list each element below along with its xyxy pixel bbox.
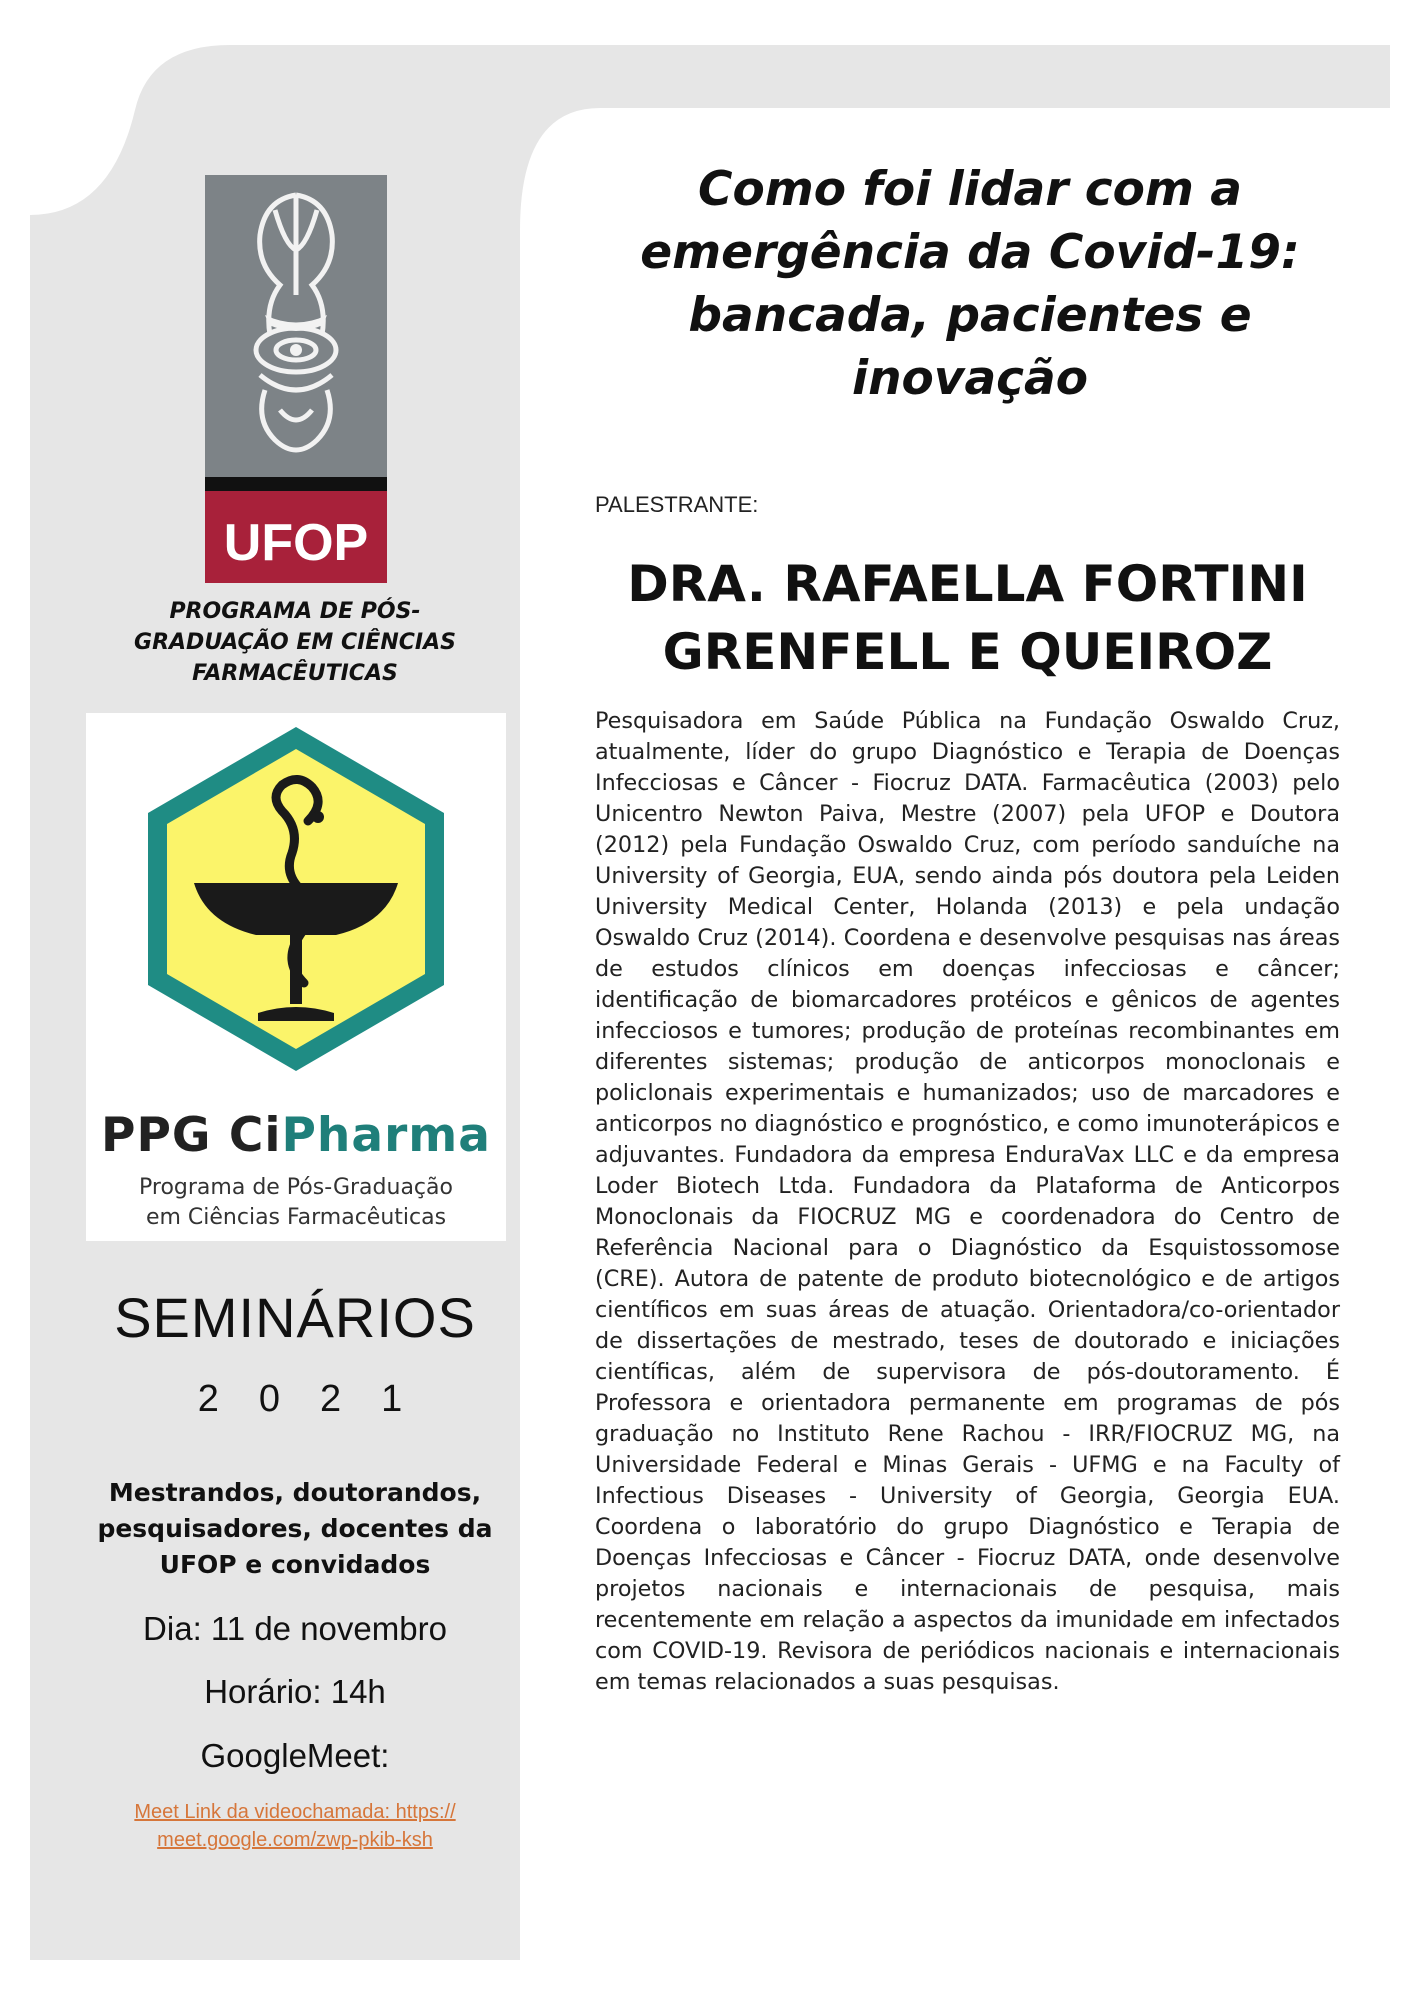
speaker-label: PALESTRANTE: xyxy=(595,492,759,517)
seminar-title: Como foi lidar com a emergência da Covid-19: bancada, pacientes e inovação xyxy=(640,162,1300,406)
cipharma-pharma: Pharma xyxy=(281,1108,491,1163)
audience-text: Mestrandos, doutorandos, pesquisadores, docentes da UFOP e convidados xyxy=(97,1478,493,1579)
meet-link[interactable] xyxy=(80,1798,510,1854)
cipharma-ppg: PPG Ci xyxy=(101,1108,282,1163)
cipharma-logo xyxy=(86,713,506,1241)
meet-link-line2[interactable]: meet.google.com/zwp-pkib-ksh xyxy=(157,1829,433,1851)
seminarios-heading: SEMINÁRIOS xyxy=(114,1286,476,1349)
speaker-name: DRA. RAFAELLA FORTINI GRENFELL E QUEIROZ xyxy=(627,555,1308,681)
cipharma-wordmark xyxy=(86,1108,506,1163)
event-time: Horário: 14h xyxy=(204,1673,386,1710)
caduceus-hexagon-icon xyxy=(86,713,506,1103)
cipharma-sub-line2: em Ciências Farmacêuticas xyxy=(145,1205,447,1230)
seminar-year: 2021 xyxy=(197,1378,443,1420)
event-platform: GoogleMeet: xyxy=(200,1737,390,1774)
event-date: Dia: 11 de novembro xyxy=(143,1610,447,1647)
program-title: PROGRAMA DE PÓS-GRADUAÇÃO EM CIÊNCIAS FARMACÊUTICAS xyxy=(134,599,456,686)
speaker-bio: Pesquisadora em Saúde Pública na Fundação Oswaldo Cruz, atualmente, líder do grupo Diagnóstico e Terapia de Doenças Infecciosas e Câncer - Fiocruz DATA. Farmacêutica (2003) pelo Unicentro Newton Paiva, Mestre (2007) pela UFOP e Doutora (2012) pela Fundação Oswaldo Cruz, com período sanduíche na University of Georgia, EUA, sendo ainda pós doutora pela Leiden University Medical Center, Holanda (2013) e pela undação Oswaldo Cruz (2014). Coordena e desenvolve pesquisas nas áreas de estudos clínicos em doenças infecciosas e câncer; identificação de biomarcadores protéicos e gênicos de agentes infecciosos e tumores; produção de proteínas recombinantes em diferentes sistemas; produção de anticorpos monoclonais e policlonais experimentais e humanizados; uso de marcadores e anticorpos no diagnóstico e prognóstico, e como imunoterápicos e adjuvantes. Fundadora da empresa EnduraVax LLC e da empresa Loder Biotech Ltda. Fundadora da Plataforma de Anticorpos Monoclonais da FIOCRUZ MG e coordenadora do Centro de Referência Nacional para o Diagnóstico da Esquistossomose (CRE). Autora de patente de produto biotecnológico e de artigos científicos em suas áreas de atuação. Orientadora/co-orientador de dissertações de mestrado, teses de doutorado e iniciações científicas, além de supervisora de pós-doutoramento. É Professora e orientadora permanente em programas de pós graduação no Instituto Rene Rachou - IRR/FIOCRUZ MG, na Universidade Federal e Minas Gerais - UFMG e na Faculty of Infectious Diseases - University of Georgia, Georgia EUA. Coordena o laboratório do grupo Diagnóstico e Terapia de Doenças Infecciosas e Câncer - Fiocruz DATA, onde desenvolve projetos nacionais e internacionais de pesquisa, mais recentemente em relação a aspectos da imunidade em infectados com COVID-19. Revisora de periódicos nacionais e internacionais em temas relacionados a suas pesquisas. xyxy=(595,708,1340,1695)
ufop-logo xyxy=(205,175,387,583)
ufop-logo-text: UFOP xyxy=(223,514,369,572)
meet-link-line1[interactable]: Meet Link da videochamada: https:// xyxy=(134,1801,456,1823)
cipharma-sub-line1: Programa de Pós-Graduação xyxy=(139,1175,453,1200)
